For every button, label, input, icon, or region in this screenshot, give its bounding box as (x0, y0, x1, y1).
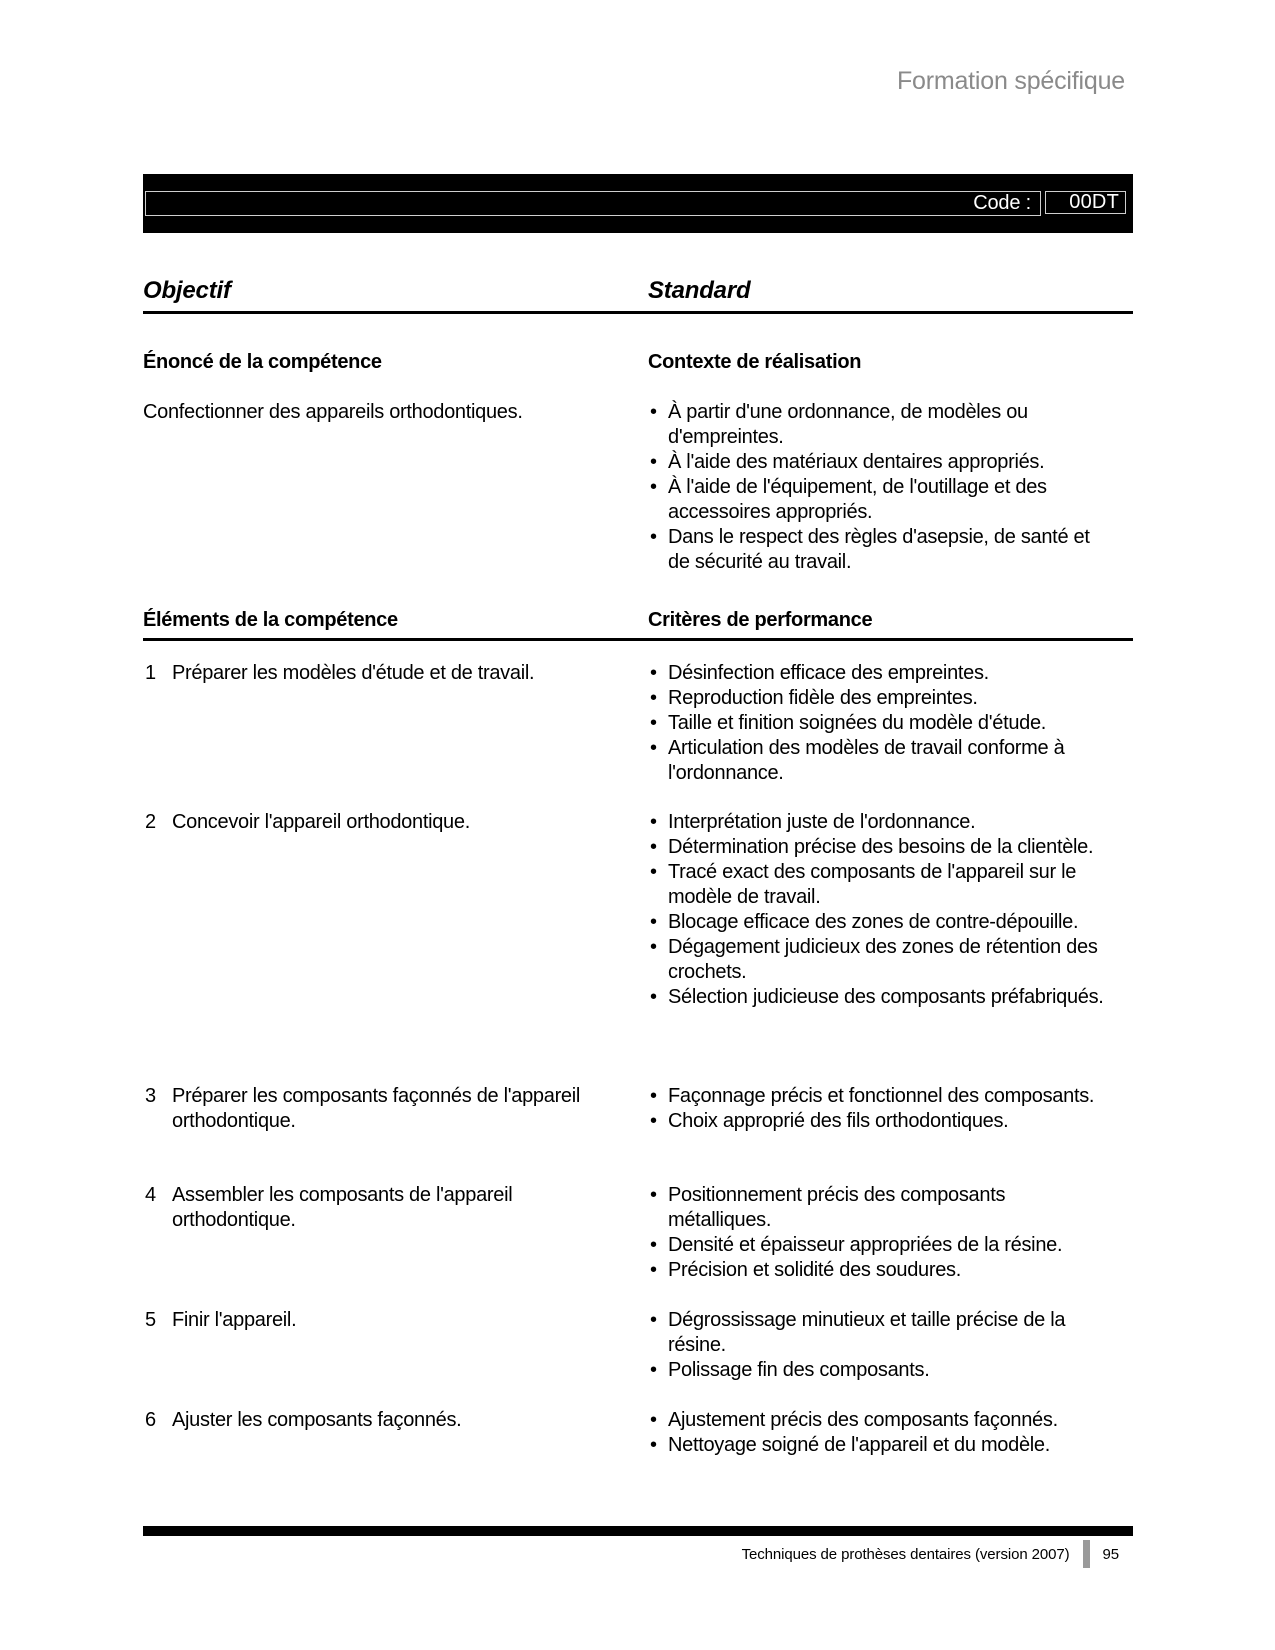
code-value: 00DT (1069, 191, 1119, 213)
footer (143, 1540, 1133, 1568)
competence-section-1 (143, 661, 1133, 786)
criterion-item: • Densité et épaisseur appropriées de la résine. (648, 1233, 1113, 1258)
criteria-list (648, 1084, 1113, 1134)
code-bar (143, 174, 1133, 233)
criterion-item: • Tracé exact des composants de l'appareil sur le modèle de travail. (648, 860, 1113, 910)
element-text: Préparer les modèles d'étude et de travail. (172, 662, 535, 684)
criterion-item: • Ajustement précis des composants façonnés. (648, 1408, 1113, 1433)
competence-section-4 (143, 1183, 1133, 1283)
criterion-item: • Articulation des modèles de travail conforme à l'ordonnance. (648, 736, 1113, 786)
context-bullet: • À l'aide des matériaux dentaires appropriés. (648, 450, 1113, 475)
criterion-item: • Détermination précise des besoins de la clientèle. (648, 835, 1113, 860)
criteria-list (648, 1308, 1113, 1383)
element-number: 3 (145, 1085, 156, 1107)
criterion-item: • Sélection judicieuse des composants préfabriqués. (648, 985, 1113, 1010)
criterion-item: • Précision et solidité des soudures. (648, 1258, 1113, 1283)
element-text: Finir l'appareil. (172, 1309, 297, 1331)
element-number: 5 (145, 1309, 156, 1331)
element-number: 4 (145, 1184, 156, 1206)
context-bullet: • À partir d'une ordonnance, de modèles ou d'empreintes. (648, 400, 1113, 450)
criterion-item: • Positionnement précis des composants métalliques. (648, 1183, 1113, 1233)
element-number: 1 (145, 662, 156, 684)
criterion-item: • Dégagement judicieux des zones de rétention des crochets. (648, 935, 1113, 985)
criteria-list (648, 1183, 1113, 1283)
elements-heading: Éléments de la compétence (143, 609, 398, 631)
element-number: 6 (145, 1409, 156, 1431)
criterion-item: • Dégrossissage minutieux et taille précise de la résine. (648, 1308, 1113, 1358)
footer-divider (1083, 1540, 1090, 1568)
footer-document-title: Techniques de prothèses dentaires (version 2007) (741, 1545, 1070, 1563)
objectif-standard-row (143, 278, 1133, 304)
code-value-box (1045, 191, 1126, 214)
element-text: Assembler les composants de l'appareil orthodontique. (172, 1184, 513, 1231)
footer-page-number: 95 (1102, 1545, 1119, 1563)
standard-title: Standard (648, 277, 751, 304)
criteria-list (648, 1408, 1113, 1458)
criterion-item: • Désinfection efficace des empreintes. (648, 661, 1113, 686)
element-number: 2 (145, 811, 156, 833)
criterion-item: • Façonnage précis et fonctionnel des composants. (648, 1084, 1113, 1109)
elements-rule (143, 638, 1133, 641)
context-bullet: • À l'aide de l'équipement, de l'outillage et des accessoires appropriés. (648, 475, 1113, 525)
competence-section-6 (143, 1408, 1133, 1458)
context-bullet: • Dans le respect des règles d'asepsie, de santé et de sécurité au travail. (648, 525, 1113, 575)
contexte-heading: Contexte de réalisation (648, 351, 862, 373)
criterion-item: • Polissage fin des composants. (648, 1358, 1113, 1383)
competence-section-2 (143, 810, 1133, 1010)
criterion-item: • Nettoyage soigné de l'appareil et du modèle. (648, 1433, 1113, 1458)
criterion-item: • Choix approprié des fils orthodontiques. (648, 1109, 1113, 1134)
code-label: Code : (973, 192, 1031, 214)
element-text: Ajuster les composants façonnés. (172, 1409, 462, 1431)
running-head: Formation spécifique (896, 67, 1125, 95)
criteres-heading: Critères de performance (648, 609, 873, 631)
element-text: Préparer les composants façonnés de l'appareil orthodontique. (172, 1085, 581, 1132)
context-bullet-list (648, 400, 1113, 575)
enonce-heading: Énoncé de la compétence (143, 351, 382, 373)
competence-section-3 (143, 1084, 1133, 1134)
criterion-item: • Reproduction fidèle des empreintes. (648, 686, 1113, 711)
criterion-item: • Interprétation juste de l'ordonnance. (648, 810, 1113, 835)
criteria-list (648, 810, 1113, 1010)
elements-heading-row (143, 608, 1133, 633)
objectif-title: Objectif (143, 277, 231, 304)
criterion-item: • Blocage efficace des zones de contre-dépouille. (648, 910, 1113, 935)
competence-section-5 (143, 1308, 1133, 1383)
enonce-heading-row (143, 350, 1133, 375)
code-label-box (145, 191, 1041, 216)
competence-statement: Confectionner des appareils orthodontiques. (143, 401, 523, 423)
element-text: Concevoir l'appareil orthodontique. (172, 811, 470, 833)
criterion-item: • Taille et finition soignées du modèle d'étude. (648, 711, 1113, 736)
header-rule (143, 311, 1133, 314)
enonce-content-row (143, 400, 1133, 575)
criteria-list (648, 661, 1113, 786)
footer-rule-bar (143, 1526, 1133, 1536)
